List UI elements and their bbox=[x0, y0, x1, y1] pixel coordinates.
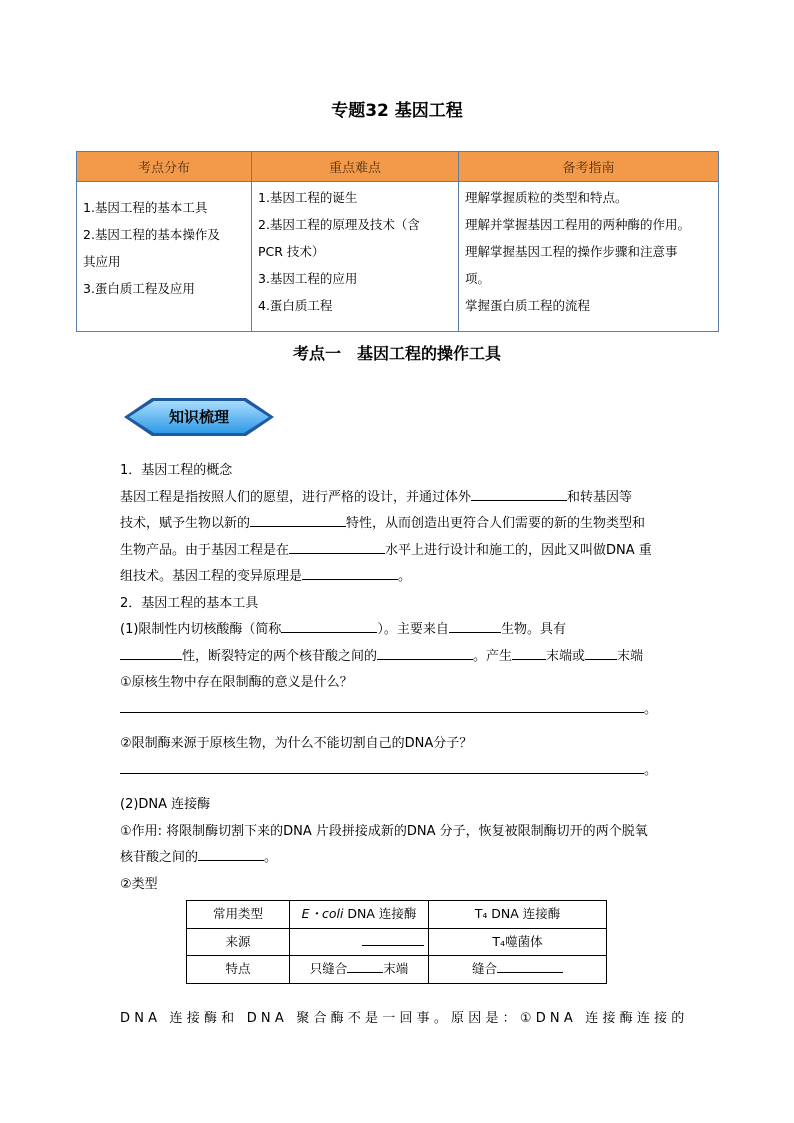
blank-field[interactable] bbox=[289, 538, 385, 554]
blank-field[interactable] bbox=[198, 845, 264, 861]
blank-field[interactable] bbox=[585, 644, 617, 660]
blank-field[interactable] bbox=[497, 957, 563, 973]
blank-field[interactable] bbox=[281, 617, 377, 633]
exam-point: 2.基因工程的基本操作及 bbox=[83, 227, 220, 242]
s2-heading: 2．基因工程的基本工具 bbox=[120, 595, 259, 611]
knowledge-badge-label: 知识梳理 bbox=[168, 408, 229, 426]
blank-field[interactable] bbox=[120, 644, 182, 660]
ecoli-feature-cell: 只缝合 末端 bbox=[290, 956, 429, 984]
last-line: DNA 连接酶和 DNA 聚合酶不是一回事。原因是：①DNA 连接酶连接的 bbox=[120, 1010, 689, 1026]
guide-line: 理解并掌握基因工程用的两种酶的作用。 bbox=[465, 217, 691, 232]
blank-field[interactable] bbox=[449, 617, 501, 633]
blank-field[interactable] bbox=[512, 644, 546, 660]
source-label-cell: 来源 bbox=[187, 928, 290, 956]
guide-line: 项。 bbox=[465, 271, 491, 286]
exam-point: 3.蛋白质工程及应用 bbox=[83, 281, 195, 296]
blank-field[interactable] bbox=[362, 930, 424, 946]
t4-ligase-cell: T₄ DNA 连接酶 bbox=[429, 901, 607, 929]
blank-field[interactable] bbox=[302, 564, 398, 580]
blank-field[interactable] bbox=[250, 511, 346, 527]
question-2: ②限制酶来源于原核生物，为什么不能切割自己的DNA分子？ bbox=[120, 736, 473, 751]
types-label: ②类型 bbox=[120, 876, 158, 892]
key-point: PCR 技术） bbox=[258, 244, 325, 259]
ligase-types-table bbox=[186, 900, 607, 984]
overview-table bbox=[76, 151, 719, 332]
types-header-cell: 常用类型 bbox=[187, 901, 290, 929]
question-1: ①原核生物中存在限制酶的意义是什么？ bbox=[120, 675, 353, 690]
ecoli-source-cell bbox=[290, 928, 429, 956]
exam-points-cell bbox=[77, 182, 252, 332]
s1-paragraph: 基因工程是指按照人们的愿望，进行严格的设计，并通过体外 和转基因等 bbox=[120, 485, 676, 512]
guide-line: 理解掌握质粒的类型和特点。 bbox=[465, 190, 628, 205]
header-study-guide: 备考指南 bbox=[459, 152, 719, 182]
section-title: 考点一 基因工程的操作工具 bbox=[292, 344, 501, 363]
exam-point: 其应用 bbox=[83, 254, 121, 269]
content-body: 1．基因工程的概念 基因工程是指按照人们的愿望，进行严格的设计，并通过体外 和转基因等 技术，赋予生物以新的 特性，从而创造出更符合人们需要的新的生物类型和 生物产品。由于基因工程是在 水平上进行设计和施工的，因此又叫做DNA 重 组技术。基因工程的变异原理是 。 2．基因工程的基本工具 (1)限制性内切核酸酶（简称 ）。主要来自 生物。具有 性，断裂特定的两个核苷酸之间的 。产生 末端或 末端 ①原核生物中存在限制酶的意义是什么？ 。 ②限制酶来源于原核生物，为什么不能切割自己的DNA分子？ 。 (2)DNA 连接酶 ①作用: 将限制酶切割下来的DNA 片段拼接成新的DNA 分子，恢复被限制酶切开的两个脱氧 核苷酸之间的 。 ②类型 常用类型 E・coli DNA 连接酶 T₄ DNA 连接酶 来源 T₄噬菌体 特点 只缝合 末端 缝合 DNA 连接酶和 DNA 聚合酶不是一回事。原因是：①DNA 连接酶连接的 bbox=[120, 458, 676, 1032]
header-exam-points: 考点分布 bbox=[77, 152, 252, 182]
key-point: 4.蛋白质工程 bbox=[258, 298, 333, 313]
blank-field[interactable] bbox=[471, 485, 567, 501]
exam-point: 1.基因工程的基本工具 bbox=[83, 200, 208, 215]
header-key-difficulties: 重点难点 bbox=[252, 152, 459, 182]
answer-line[interactable] bbox=[120, 758, 644, 774]
s1-heading: 1．基因工程的概念 bbox=[120, 463, 233, 478]
key-point: 2.基因工程的原理及技术（含 bbox=[258, 217, 420, 232]
blank-field[interactable] bbox=[347, 957, 383, 973]
ligase-function: ①作用: 将限制酶切割下来的DNA 片段拼接成新的DNA 分子，恢复被限制酶切开的两个脱氧 bbox=[120, 823, 648, 839]
page-title: 专题32 基因工程 bbox=[331, 101, 463, 121]
ecoli-ligase-cell: E・coli DNA 连接酶 bbox=[290, 901, 429, 929]
study-guide-cell bbox=[459, 182, 719, 332]
t4-feature-cell: 缝合 bbox=[429, 956, 607, 984]
key-point: 1.基因工程的诞生 bbox=[258, 190, 358, 205]
ligase-heading: (2)DNA 连接酶 bbox=[120, 797, 211, 812]
blank-field[interactable] bbox=[377, 644, 473, 660]
answer-line[interactable] bbox=[120, 697, 644, 713]
key-difficulties-cell bbox=[252, 182, 459, 332]
guide-line: 理解掌握基因工程的操作步骤和注意事 bbox=[465, 244, 678, 259]
guide-line: 掌握蛋白质工程的流程 bbox=[465, 298, 591, 313]
key-point: 3.基因工程的应用 bbox=[258, 271, 358, 286]
t4-source-cell: T₄噬菌体 bbox=[429, 928, 607, 956]
feature-label-cell: 特点 bbox=[187, 956, 290, 984]
